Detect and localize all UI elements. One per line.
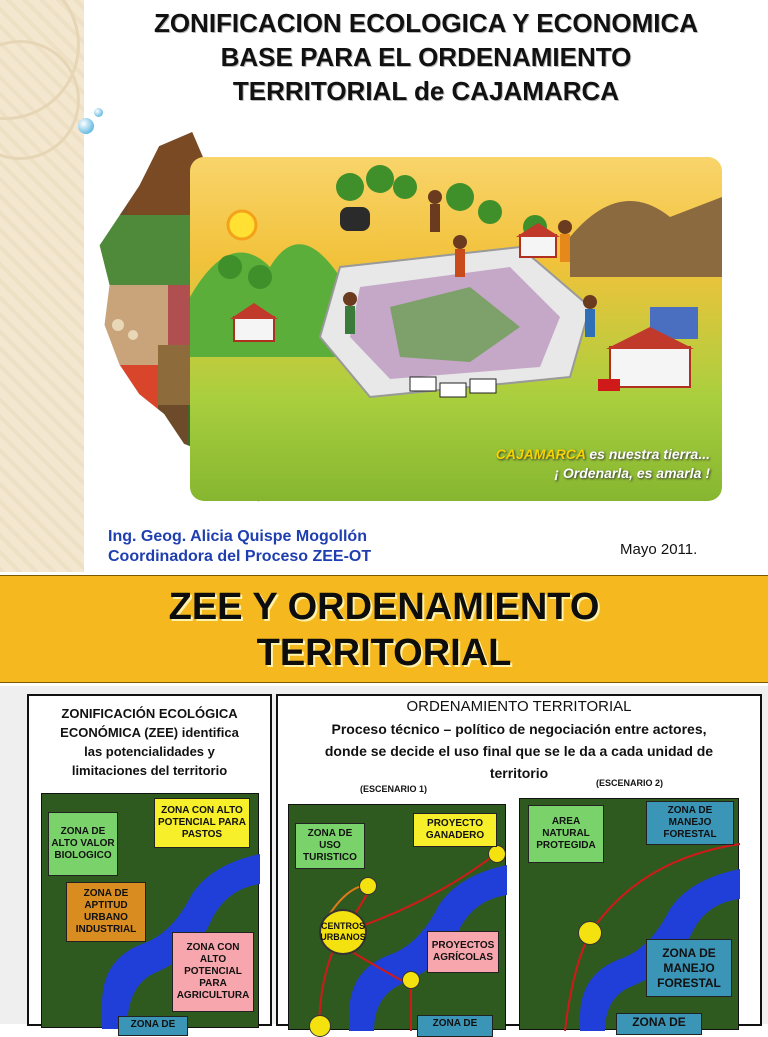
zone-aptitud-urbano-industrial bbox=[66, 882, 146, 942]
slogan-highlight: CAJAMARCA bbox=[495, 446, 586, 462]
zone-label: ZONA CON ALTO POTENCIAL PARA AGRICULTURA bbox=[176, 942, 250, 1001]
ot-text-line: donde se decide el uso final que se le da a cada unidad de bbox=[324, 743, 714, 759]
zone-area-natural-protegida bbox=[528, 805, 604, 863]
zee-text-line: limitaciones del territorio bbox=[71, 763, 228, 778]
zone-bottom-partial bbox=[118, 1016, 188, 1036]
escenario-2-label: (ESCENARIO 2) bbox=[596, 778, 664, 788]
zone-bottom-partial bbox=[616, 1013, 702, 1035]
zone-label: AREA NATURAL PROTEGIDA bbox=[536, 816, 596, 851]
zone-label: PROYECTO GANADERO bbox=[425, 818, 485, 841]
puzzle-landscape-banner bbox=[190, 157, 722, 501]
content-slide bbox=[0, 686, 768, 1030]
zone-label: ZONA DE bbox=[632, 1015, 686, 1029]
zone-label: ZONA DE USO TURISTICO bbox=[303, 828, 357, 863]
node-dot bbox=[402, 971, 420, 989]
presentation-date: Mayo 2011. bbox=[620, 541, 698, 558]
zone-label: ZONA DE bbox=[432, 1018, 478, 1029]
section-title bbox=[0, 584, 768, 676]
zone-proyectos-agricolas bbox=[427, 931, 499, 973]
escenario-2-map bbox=[519, 798, 739, 1030]
ot-panel bbox=[276, 694, 762, 1029]
centros-urbanos-node bbox=[319, 909, 367, 955]
zone-manejo-forestal-top bbox=[646, 801, 734, 845]
zone-manejo-forestal-mid bbox=[646, 939, 732, 997]
zone-label: ZONA CON ALTO POTENCIAL PARA PASTOS bbox=[158, 805, 246, 840]
zone-label: ZONA DE ALTO VALOR BIOLOGICO bbox=[51, 826, 115, 861]
section-slide bbox=[0, 575, 768, 683]
bubble-icon bbox=[94, 108, 103, 117]
section-title-line: TERRITORIAL bbox=[256, 632, 512, 674]
title-line: TERRITORIAL de CAJAMARCA bbox=[232, 76, 620, 106]
author-name: Ing. Geog. Alicia Quispe Mogollón bbox=[108, 528, 367, 545]
zone-label: ZONA DE bbox=[130, 1019, 176, 1030]
node-dot bbox=[359, 877, 377, 895]
zone-uso-turistico bbox=[295, 823, 365, 869]
node-dot bbox=[578, 921, 602, 945]
title-line: BASE PARA EL ORDENAMIENTO bbox=[220, 42, 632, 72]
node-dot bbox=[309, 1015, 331, 1037]
zone-label: ZONA DE APTITUD URBANO INDUSTRIAL bbox=[75, 888, 137, 935]
section-title-line: ZEE Y ORDENAMIENTO bbox=[168, 586, 600, 628]
ot-text-line: Proceso técnico – político de negociación entre actores, bbox=[331, 721, 707, 737]
zone-alto-valor-biologico bbox=[48, 812, 118, 876]
centros-urbanos-label: CENTROS URBANOS bbox=[320, 921, 366, 942]
zone-bottom-partial bbox=[417, 1015, 493, 1037]
title-line: ZONIFICACION ECOLOGICA Y ECONOMICA bbox=[153, 8, 699, 38]
zee-text-line: las potencialidades y bbox=[84, 744, 215, 759]
zone-potencial-agricultura bbox=[172, 932, 254, 1012]
ot-description bbox=[282, 718, 756, 784]
ot-heading: ORDENAMIENTO TERRITORIAL bbox=[406, 698, 632, 715]
zone-potencial-pastos bbox=[154, 798, 250, 848]
escenario-1-map bbox=[288, 804, 506, 1030]
zee-text-line: ECONÓMICA (ZEE) identifica bbox=[60, 725, 239, 740]
slogan-line-2: ¡ Ordenarla, es amarla ! bbox=[554, 465, 710, 481]
author-block bbox=[108, 527, 371, 567]
node-dot bbox=[488, 845, 506, 863]
slogan-line-1-rest: es nuestra tierra... bbox=[585, 446, 710, 462]
zone-proyecto-ganadero bbox=[413, 813, 497, 847]
slide-title bbox=[84, 6, 768, 108]
zee-text-line: ZONIFICACIÓN ECOLÓGICA bbox=[61, 706, 238, 721]
zee-panel bbox=[27, 694, 272, 1030]
slogan-line-1 bbox=[440, 445, 710, 464]
author-role: Coordinadora del Proceso ZEE-OT bbox=[108, 548, 372, 565]
zee-map bbox=[41, 793, 259, 1028]
escenario-1-label: (ESCENARIO 1) bbox=[360, 784, 428, 794]
ot-text-line: territorio bbox=[489, 765, 549, 781]
zone-label: PROYECTOS AGRÍCOLAS bbox=[431, 940, 495, 963]
zone-label: ZONA DE MANEJO FORESTAL bbox=[663, 805, 717, 840]
zone-label: ZONA DE MANEJO FORESTAL bbox=[657, 945, 721, 990]
banner-slogan bbox=[440, 445, 710, 483]
zee-description bbox=[33, 704, 266, 780]
